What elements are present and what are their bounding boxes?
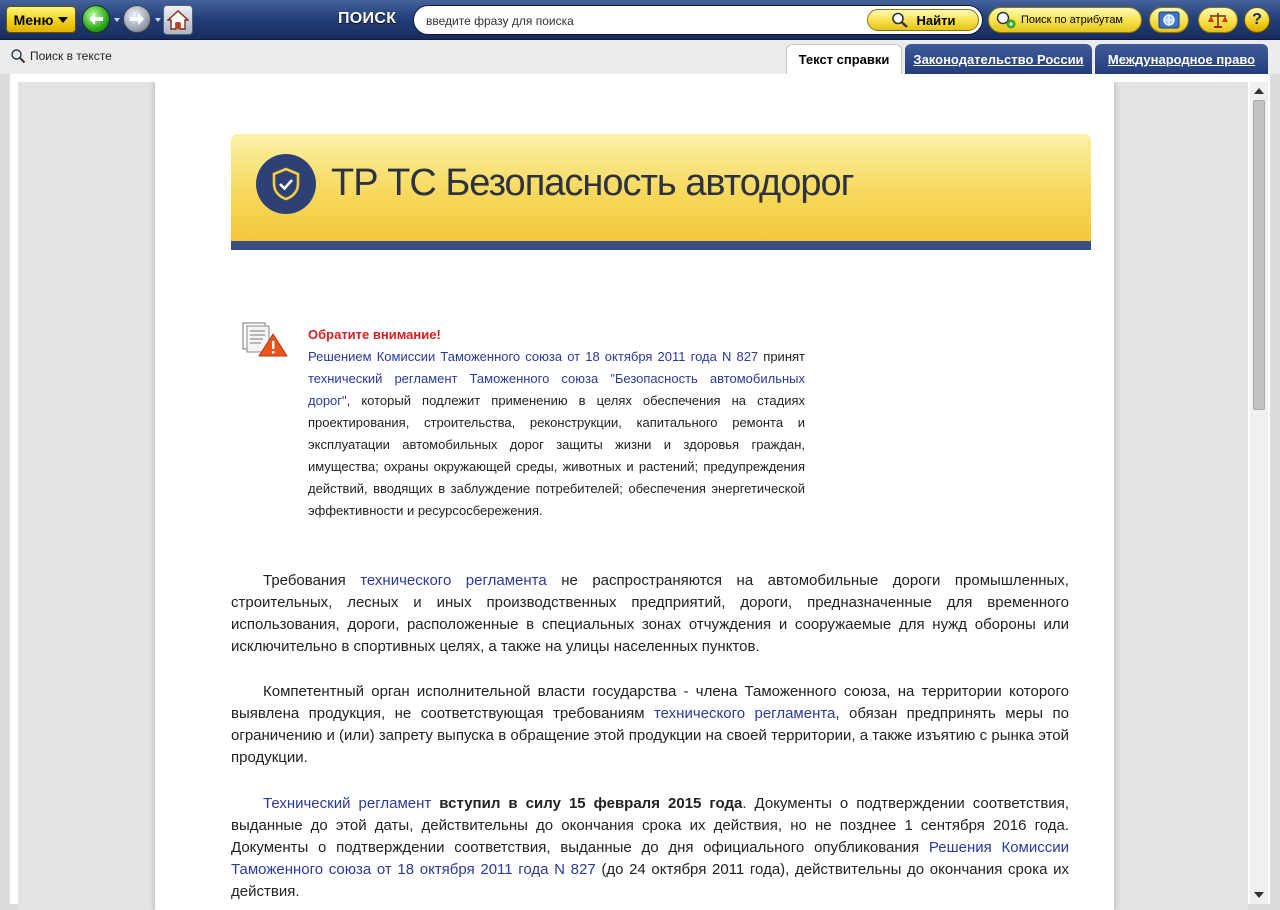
search-box: [413, 5, 983, 35]
find-button-label: Найти: [916, 12, 956, 28]
tab-help-text-label: Текст справки: [798, 52, 890, 67]
scroll-up-arrow-icon[interactable]: [1254, 88, 1264, 94]
paragraph-scope: [231, 570, 1069, 658]
menu-button[interactable]: [6, 6, 76, 33]
magnifier-icon: [10, 48, 26, 64]
search-input[interactable]: [426, 12, 866, 30]
tab-international-law-label: Международное право: [1107, 51, 1256, 67]
tab-russian-legislation[interactable]: [905, 44, 1092, 74]
paragraph-authority: [231, 681, 1069, 769]
regulation-link[interactable]: Технический регламент: [263, 795, 432, 812]
effective-date-text: вступил в силу 15 февраля 2015 года: [431, 795, 743, 812]
help-button[interactable]: [1244, 7, 1270, 33]
regulation-link[interactable]: технического регламента: [360, 572, 547, 589]
magnifier-icon: [891, 12, 909, 28]
scroll-down-arrow-icon[interactable]: [1254, 892, 1264, 898]
attribute-search-button[interactable]: [988, 7, 1142, 33]
notice-text: , который подлежит применению в целях обеспечения на стадиях проектирования, строительства, реконструкции, капитального ремонта и эксплуатации автомобильных дорог защиты жизни и здоровья граждан, имущества; охраны окружающей среды, животных и растений; предупреждения действий, вводящих в заблуждение потребителей; обеспечения энергетической эффективности и ресурсосбережения.: [308, 393, 805, 518]
help-icon: ?: [1252, 11, 1262, 28]
forward-button[interactable]: [123, 5, 151, 33]
vertical-scrollbar[interactable]: [1250, 82, 1268, 904]
find-in-text-label: Поиск в тексте: [30, 49, 112, 63]
banner-stripe: [231, 241, 1091, 250]
notice-heading: Обратите внимание!: [308, 327, 441, 342]
document-title: ТР ТС Безопасность автодорог: [331, 162, 854, 204]
forward-history-dropdown[interactable]: [155, 18, 161, 22]
shield-check-icon: [256, 154, 316, 214]
notice-text: принят: [758, 349, 805, 364]
attention-notice: [308, 324, 805, 522]
regulation-link[interactable]: технического регламента: [653, 705, 836, 722]
paragraph-text: Компетентный орган исполнительной власти государства - члена Таможенного союза, на территории которого выявлена продукция, не соответствующая требованиям: [231, 683, 1069, 722]
notice-decision-link[interactable]: Решением Комиссии Таможенного союза от 18 октября 2011 года N 827: [308, 349, 759, 364]
home-button[interactable]: [163, 5, 193, 35]
document-page: [155, 82, 1114, 910]
document-banner: [231, 134, 1091, 250]
paragraph-text: (до 24 октября 2011 года), действительны до окончания срока их действия.: [231, 861, 1069, 900]
scales-button[interactable]: [1198, 7, 1238, 33]
map-icon: [1158, 11, 1180, 29]
document-warning-icon: [241, 322, 289, 358]
map-button[interactable]: [1149, 7, 1189, 33]
tab-international-law[interactable]: [1095, 44, 1268, 74]
paragraph-effective-date: [231, 793, 1069, 903]
menu-button-label: Меню: [13, 11, 54, 28]
forward-arrow-icon: [129, 12, 145, 26]
paragraph-text: не распространяются на автомобильные дороги промышленных, строительных, лесных и иных производственных предприятий, дороги, предназначенные для временного использования, дороги, расположенные в специальных зонах отчуждения и сооружаемые для нужд обороны или исключительно в спортивных целях, а также на улицы населенных пунктов.: [231, 572, 1069, 655]
dropdown-caret-icon: [58, 17, 68, 23]
search-label: ПОИСК: [338, 10, 397, 27]
tab-help-text[interactable]: [786, 44, 902, 74]
attribute-search-icon: [995, 11, 1017, 29]
decision-link[interactable]: Решения Комиссии Таможенного союза от 18 октября 2011 года N 827: [231, 839, 1070, 878]
paragraph-text: Требования: [263, 572, 361, 589]
back-history-dropdown[interactable]: [114, 18, 120, 22]
scales-icon: [1207, 11, 1229, 29]
paragraph-text: , обязан предпринять меры по ограничению и (или) запрету выпуска в обращение этой продукции на своей территории, а также изъятию с рынка этой продукции.: [231, 705, 1069, 766]
document-viewer: [18, 82, 1248, 910]
scrollbar-thumb[interactable]: [1253, 100, 1265, 410]
secondary-bar: [0, 40, 1280, 74]
back-arrow-icon: [88, 12, 104, 26]
notice-regulation-link[interactable]: технический регламент Таможенного союза "Безопасность автомобильных дорог": [308, 371, 805, 408]
main-toolbar: [0, 0, 1280, 40]
home-icon: [167, 10, 189, 30]
find-in-text-button[interactable]: [10, 48, 112, 64]
paragraph-text: . Документы о подтверждении соответствия, выданные до этой даты, действительны до окончания срока их действия, но не позднее 1 сентября 2016 года. Документы о подтверждении соответствия, выданные до дня официального опубликования: [231, 795, 1069, 856]
tab-russian-legislation-label: Законодательство России: [913, 51, 1084, 67]
attribute-search-label: Поиск по атрибутам: [1021, 14, 1123, 26]
back-button[interactable]: [82, 5, 110, 33]
find-button[interactable]: [867, 9, 979, 31]
